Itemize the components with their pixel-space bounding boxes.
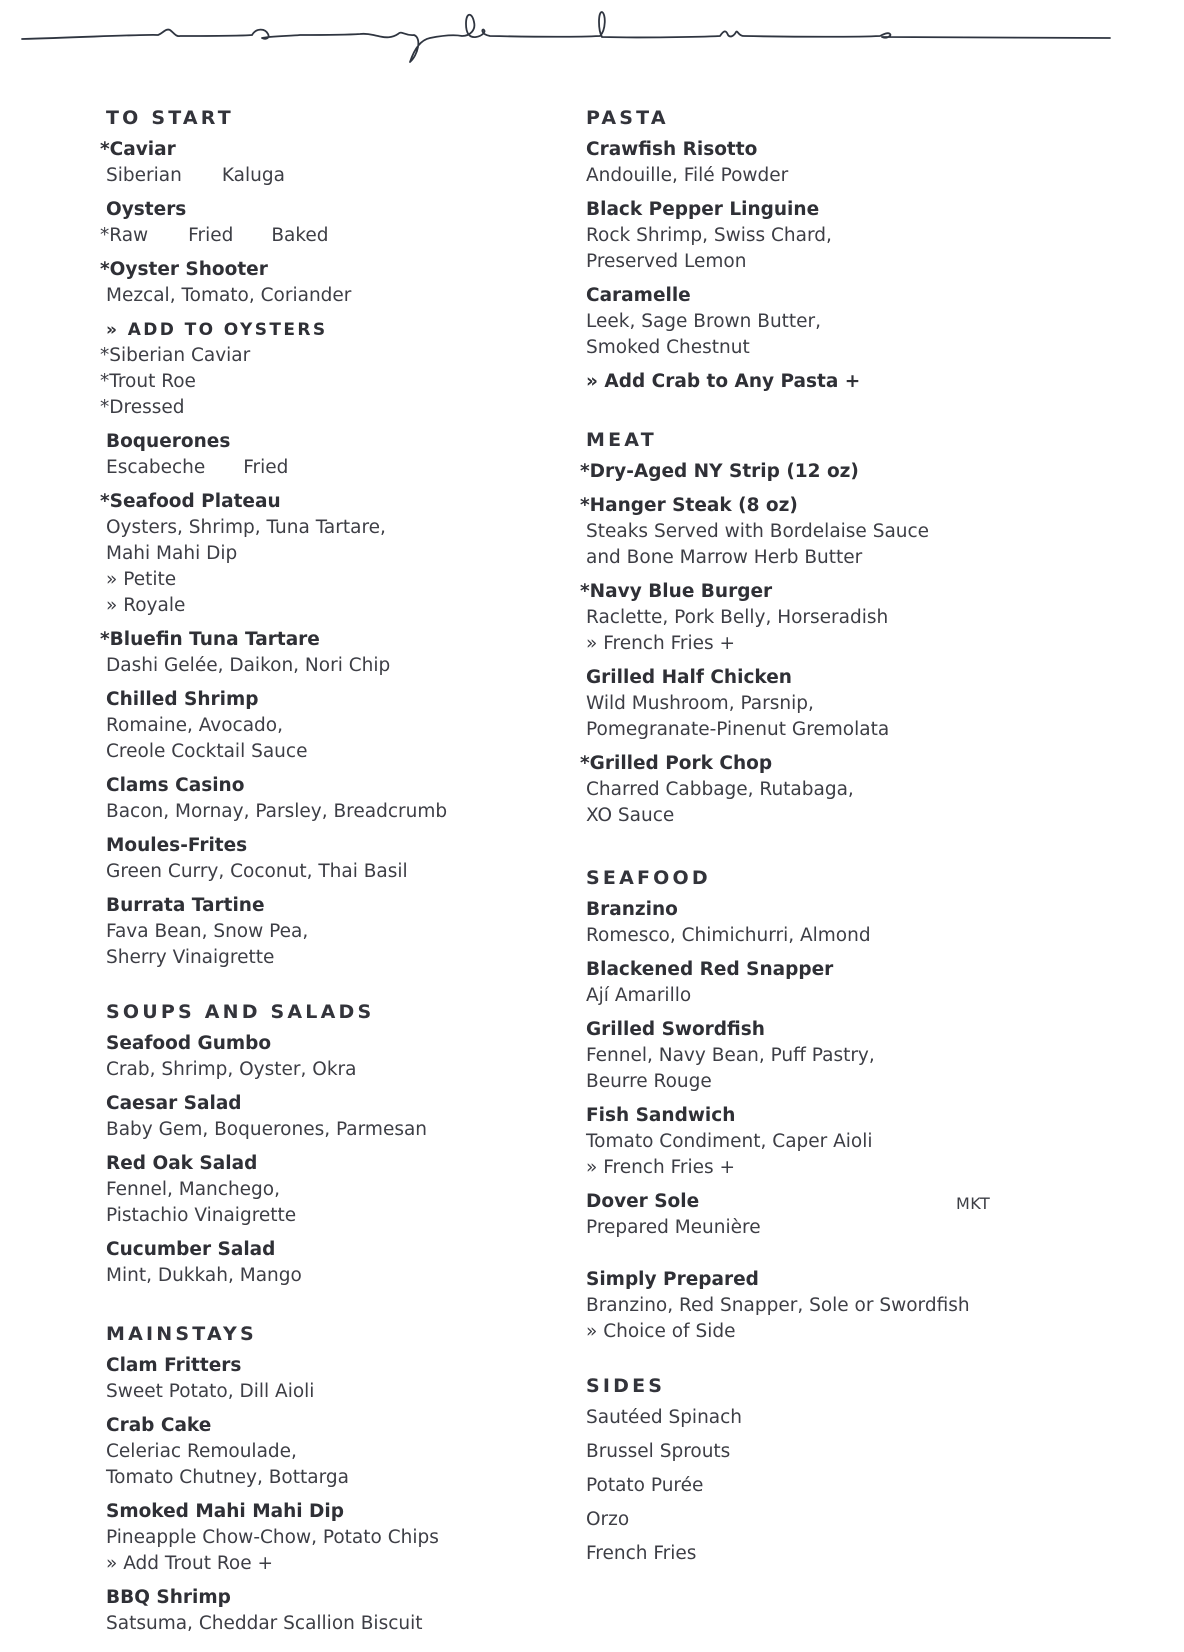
item-name: Cucumber Salad — [106, 1239, 276, 1260]
menu-item-cucumber-salad — [106, 1237, 576, 1289]
option: *Raw — [100, 225, 149, 246]
section-meat — [580, 425, 1146, 829]
item-name: Oysters — [106, 199, 187, 220]
menu-item-caesar-salad — [106, 1091, 576, 1143]
item-name: *Dry-Aged NY Strip (12 oz) — [580, 461, 859, 482]
section-title-meat: MEAT — [586, 429, 657, 451]
item-name: Grilled Swordfish — [586, 1019, 765, 1040]
item-name: *Navy Blue Burger — [580, 581, 773, 602]
section-title-to-start: TO START — [106, 107, 234, 129]
item-name: Caramelle — [586, 285, 691, 306]
item-name: *Grilled Pork Chop — [580, 753, 773, 774]
addon-option: *Siberian Caviar — [100, 345, 251, 366]
add-to-oysters-title: » ADD TO OYSTERS — [106, 320, 328, 340]
item-description: Pineapple Chow-Chow, Potato Chips — [106, 1527, 439, 1548]
item-description: XO Sauce — [586, 805, 675, 826]
menu-item-ny-strip — [580, 459, 1146, 485]
menu-item-grilled-pork-chop — [580, 751, 1146, 829]
menu-item-grilled-half-chicken — [586, 665, 1146, 743]
pasta-addon-label: » Add Crab to Any Pasta + — [586, 371, 861, 392]
item-description: Oysters, Shrimp, Tuna Tartare, — [106, 517, 386, 538]
item-name: *Hanger Steak (8 oz) — [580, 495, 798, 516]
item-description: Ají Amarillo — [586, 985, 692, 1006]
menu-item-branzino — [586, 897, 1146, 949]
addon-option: *Dressed — [100, 397, 185, 418]
item-name: Clam Fritters — [106, 1355, 242, 1376]
item-name: Branzino — [586, 899, 678, 920]
menu-item-seafood-gumbo — [106, 1031, 576, 1083]
item-name: Caesar Salad — [106, 1093, 242, 1114]
item-name: BBQ Shrimp — [106, 1587, 231, 1608]
item-description: Bacon, Mornay, Parsley, Breadcrumb — [106, 801, 448, 822]
item-description: Wild Mushroom, Parsnip, — [586, 693, 814, 714]
menu-item-crawfish-risotto — [586, 137, 1146, 189]
item-description: Celeriac Remoulade, — [106, 1441, 297, 1462]
side-item: Sautéed Spinach — [586, 1407, 743, 1428]
item-addon: » Choice of Side — [586, 1321, 736, 1342]
side-item: French Fries — [586, 1543, 697, 1564]
menu-item-clam-fritters — [106, 1353, 576, 1405]
navy-blue-logo — [0, 0, 1184, 80]
item-name: Crab Cake — [106, 1415, 212, 1436]
item-option: » Royale — [106, 595, 186, 616]
market-price: MKT — [956, 1194, 991, 1213]
item-name: Moules-Frites — [106, 835, 248, 856]
item-name: Boquerones — [106, 431, 231, 452]
item-name-row — [586, 1189, 1146, 1215]
addon-option: *Trout Roe — [100, 371, 196, 392]
item-description: Preserved Lemon — [586, 251, 747, 272]
item-name: Chilled Shrimp — [106, 689, 259, 710]
menu-item-blackened-red-snapper — [586, 957, 1146, 1009]
menu-item-navy-blue-burger — [580, 579, 1146, 657]
item-description: Fava Bean, Snow Pea, — [106, 921, 309, 942]
item-description: Tomato Chutney, Bottarga — [106, 1467, 349, 1488]
menu-item-dover-sole — [586, 1189, 1146, 1241]
item-description: Pistachio Vinaigrette — [106, 1205, 297, 1226]
menu-item-simply-prepared — [586, 1267, 1146, 1345]
logo-text: navy blue — [0, 0, 5, 1]
menu-item-bbq-shrimp — [106, 1585, 576, 1637]
item-description: Satsuma, Cheddar Scallion Biscuit — [106, 1613, 423, 1634]
side-item: Potato Purée — [586, 1475, 704, 1496]
item-description: Leek, Sage Brown Butter, — [586, 311, 822, 332]
side-item: Brussel Sprouts — [586, 1441, 731, 1462]
section-title-soups-and-salads: SOUPS AND SALADS — [106, 1001, 375, 1023]
menu-item-moules-frites — [106, 833, 576, 885]
menu-item-crab-cake — [106, 1413, 576, 1491]
item-description: Branzino, Red Snapper, Sole or Swordfish — [586, 1295, 970, 1316]
menu-item-boquerones — [106, 429, 576, 481]
item-name: Crawfish Risotto — [586, 139, 758, 160]
item-name: Grilled Half Chicken — [586, 667, 792, 688]
item-description: Mahi Mahi Dip — [106, 543, 238, 564]
item-name: Dover Sole — [586, 1191, 700, 1212]
item-name: *Seafood Plateau — [100, 491, 281, 512]
menu-item-caviar — [100, 137, 576, 189]
item-description: Creole Cocktail Sauce — [106, 741, 308, 762]
section-mainstays — [106, 1319, 576, 1637]
section-seafood — [586, 863, 1146, 1345]
option: Escabeche — [106, 457, 206, 478]
option: Siberian — [106, 165, 182, 186]
menu-item-seafood-plateau — [100, 489, 576, 619]
item-name: *Oyster Shooter — [100, 259, 268, 280]
item-description: Romaine, Avocado, — [106, 715, 283, 736]
item-description: Beurre Rouge — [586, 1071, 712, 1092]
section-title-sides: SIDES — [586, 1375, 666, 1397]
item-name: Black Pepper Linguine — [586, 199, 820, 220]
menu-item-oysters — [100, 197, 576, 249]
item-name: Simply Prepared — [586, 1269, 759, 1290]
option: Kaluga — [221, 165, 285, 186]
item-description: Dashi Gelée, Daikon, Nori Chip — [106, 655, 391, 676]
item-description: Prepared Meunière — [586, 1217, 761, 1238]
menu-item-smoked-mahi-mahi-dip — [106, 1499, 576, 1577]
option: Fried — [243, 457, 289, 478]
item-description: Green Curry, Coconut, Thai Basil — [106, 861, 408, 882]
section-title-seafood: SEAFOOD — [586, 867, 711, 889]
menu-item-chilled-shrimp — [106, 687, 576, 765]
item-options — [100, 223, 576, 249]
item-description: Romesco, Chimichurri, Almond — [586, 925, 871, 946]
section-pasta — [586, 103, 1146, 395]
section-title-pasta: PASTA — [586, 107, 669, 129]
item-name: *Bluefin Tuna Tartare — [100, 629, 320, 650]
item-description: and Bone Marrow Herb Butter — [586, 547, 863, 568]
section-to-start — [100, 103, 576, 971]
menu-item-burrata-tartine — [106, 893, 576, 971]
option: Fried — [188, 225, 234, 246]
menu-item-bluefin-tuna-tartare — [100, 627, 576, 679]
item-description: Charred Cabbage, Rutabaga, — [586, 779, 854, 800]
item-addon: » French Fries + — [586, 633, 736, 654]
item-description: Mint, Dukkah, Mango — [106, 1265, 302, 1286]
item-option: » Petite — [106, 569, 177, 590]
item-name: Blackened Red Snapper — [586, 959, 834, 980]
item-description: Baby Gem, Boquerones, Parmesan — [106, 1119, 428, 1140]
menu-item-grilled-swordfish — [586, 1017, 1146, 1095]
item-description: Steaks Served with Bordelaise Sauce — [586, 521, 930, 542]
item-description: Crab, Shrimp, Oyster, Okra — [106, 1059, 357, 1080]
item-description: Mezcal, Tomato, Coriander — [106, 285, 352, 306]
menu-item-oyster-shooter — [100, 257, 576, 309]
pasta-addon — [586, 369, 1146, 395]
section-soups-and-salads — [106, 997, 576, 1289]
item-addon: » Add Trout Roe + — [106, 1553, 273, 1574]
item-description: Fennel, Manchego, — [106, 1179, 280, 1200]
menu-item-black-pepper-linguine — [586, 197, 1146, 275]
item-description: Sherry Vinaigrette — [106, 947, 275, 968]
menu-item-clams-casino — [106, 773, 576, 825]
item-description: Rock Shrimp, Swiss Chard, — [586, 225, 832, 246]
section-sides — [586, 1371, 1146, 1567]
item-description: Raclette, Pork Belly, Horseradish — [586, 607, 889, 628]
item-options — [106, 163, 576, 189]
item-name: Red Oak Salad — [106, 1153, 258, 1174]
right-column — [580, 103, 1146, 1575]
option: Baked — [271, 225, 329, 246]
menu-item-fish-sandwich — [586, 1103, 1146, 1181]
side-item: Orzo — [586, 1509, 630, 1530]
item-description: Pomegranate-Pinenut Gremolata — [586, 719, 890, 740]
section-title-mainstays: MAINSTAYS — [106, 1323, 257, 1345]
item-name: Smoked Mahi Mahi Dip — [106, 1501, 344, 1522]
menu-item-caramelle — [586, 283, 1146, 361]
item-description: Smoked Chestnut — [586, 337, 750, 358]
item-name: Burrata Tartine — [106, 895, 265, 916]
add-to-oysters — [100, 317, 576, 421]
item-name: Clams Casino — [106, 775, 245, 796]
item-name: Seafood Gumbo — [106, 1033, 272, 1054]
left-column — [100, 103, 576, 1645]
item-description: Andouille, Filé Powder — [586, 165, 789, 186]
item-description: Tomato Condiment, Caper Aioli — [586, 1131, 873, 1152]
item-description: Fennel, Navy Bean, Puff Pastry, — [586, 1045, 875, 1066]
item-addon: » French Fries + — [586, 1157, 736, 1178]
item-description: Sweet Potato, Dill Aioli — [106, 1381, 315, 1402]
item-options — [106, 455, 576, 481]
item-name: Fish Sandwich — [586, 1105, 736, 1126]
menu-item-hanger-steak — [580, 493, 1146, 571]
menu-item-red-oak-salad — [106, 1151, 576, 1229]
item-name: *Caviar — [100, 139, 176, 160]
